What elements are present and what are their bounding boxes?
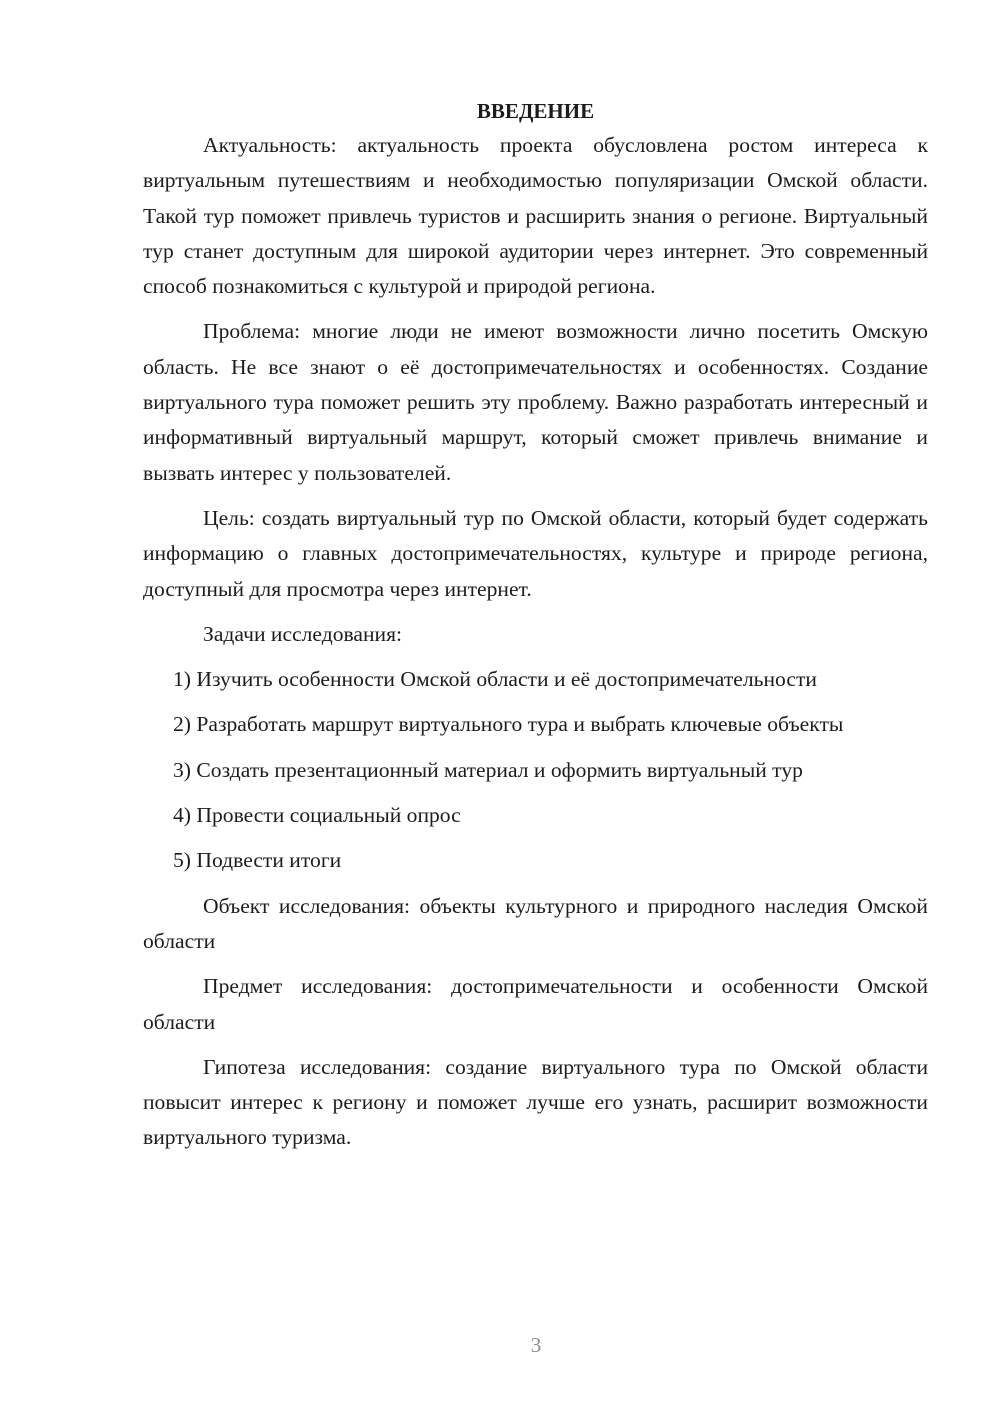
document-page xyxy=(143,95,928,1166)
paragraph-object: Объект исследования: объекты культурного и природного наследия Омской области xyxy=(143,893,928,953)
paragraph-problem: Проблема: многие люди не имеют возможности лично посетить Омскую область. Не все знают о её достопримечательностях и особенностях. Создание виртуального тура поможет решить эту проблему. Важно разработать интересный и информативный виртуальный маршрут, который сможет привлечь внимание и вызвать интерес у пользователей. xyxy=(143,319,928,485)
task-item-5: 5) Подвести итоги xyxy=(173,848,342,873)
page-title: ВВЕДЕНИЕ xyxy=(476,99,595,123)
task-item-1: 1) Изучить особенности Омской области и её достопримечательности xyxy=(173,667,817,692)
paragraph-hypothesis: Гипотеза исследования: создание виртуального тура по Омской области повысит интерес к региону и поможет лучше его узнать, расширит возможности виртуального туризма. xyxy=(143,1054,928,1150)
task-item-2: 2) Разработать маршрут виртуального тура и выбрать ключевые объекты xyxy=(173,712,844,737)
task-item-3: 3) Создать презентационный материал и оформить виртуальный тур xyxy=(173,757,803,782)
paragraph-goal: Цель: создать виртуальный тур по Омской области, который будет содержать информацию о главных достопримечательностях, культуре и природе региона, доступный для просмотра через интернет. xyxy=(143,505,928,601)
task-item-4: 4) Провести социальный опрос xyxy=(173,803,461,828)
paragraph-relevance: Актуальность: актуальность проекта обусловлена ростом интереса к виртуальным путешествиям и необходимостью популяризации Омской области. Такой тур поможет привлечь туристов и расширить знания о регионе. Виртуальный тур станет доступным для широкой аудитории через интернет. Это современный способ познакомиться с культурой и природой региона. xyxy=(143,133,928,299)
paragraph-tasks-heading: Задачи исследования: xyxy=(203,621,403,646)
page-number: 3 xyxy=(530,1333,542,1357)
paragraph-subject: Предмет исследования: достопримечательности и особенности Омской области xyxy=(143,974,928,1034)
